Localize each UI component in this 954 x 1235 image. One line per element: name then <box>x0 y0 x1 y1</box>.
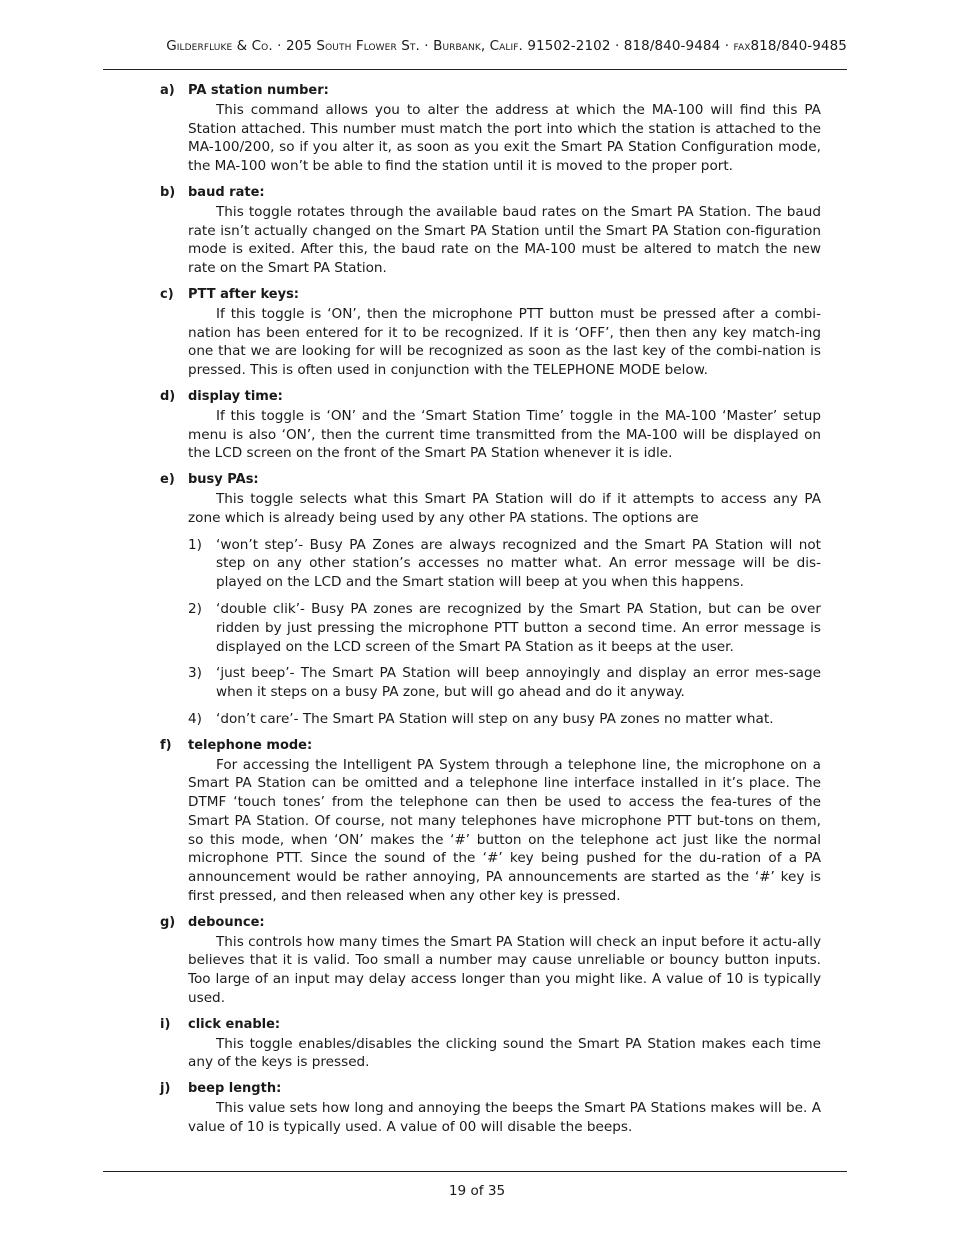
section-debounce <box>160 914 821 1008</box>
document-body <box>160 82 821 1145</box>
section-heading <box>160 184 821 203</box>
fax-number: 818/840-9485 <box>750 38 847 54</box>
page-number: 19 of 35 <box>448 1183 506 1199</box>
section-heading <box>160 914 821 933</box>
list-item <box>188 664 821 702</box>
section-click-enable <box>160 1016 821 1072</box>
section-title: debounce: <box>188 914 265 930</box>
header-rule <box>103 69 847 70</box>
section-text: This toggle selects what this Smart PA Station will do if it attempts to access any PA zone which is already being used by any other PA stations. The options are <box>188 490 821 526</box>
option-text: ‘just beep’- The Smart PA Station will beep annoyingly and display an error mes-sage when it steps on a busy PA zone, but will go ahead and do it anyway. <box>216 665 821 701</box>
zip-code: 91502-2102 <box>527 38 611 54</box>
separator: · <box>724 38 730 54</box>
phone-number: 818/840-9484 <box>623 38 721 54</box>
section-beep-length <box>160 1080 821 1136</box>
page-header <box>103 38 847 54</box>
options-list <box>188 536 821 729</box>
section-text: For accessing the Intelligent PA System through a telephone line, the microphone on a Smart PA Station can be omitted and a telephone line interface installed in it’s place. The DTMF ‘touch tones’ from the telephone can then be used to access the fea-tures of the Smart PA Station. Of course, not many telephones have microphone PTT but-tons on them, so this mode, when ‘ON’ makes the ‘#’ button on the telephone act just like the normal microphone PTT. Since the sound of the ‘#’ key being pushed for the du-ration of a PA announcement would be rather annoying, PA announcements are started as the ‘#’ key is first pressed, and then released when any other key is pressed. <box>188 756 821 905</box>
section-title: beep length: <box>188 1081 282 1097</box>
section-telephone-mode <box>160 737 821 906</box>
street-address: 205 South Flower St. <box>285 38 420 54</box>
section-heading <box>160 737 821 756</box>
section-letter: d) <box>160 388 176 404</box>
section-text: If this toggle is ‘ON’ and the ‘Smart Station Time’ toggle in the MA-100 ‘Master’ setup menu is also ‘ON’, then the current time transmitted from the MA-100 will be displayed on the LCD screen on the front of the Smart PA Station whenever it is idle. <box>188 407 821 462</box>
section-text: This value sets how long and annoying the beeps the Smart PA Stations makes will be. A value of 10 is typically used. A value of 00 will disable the beeps. <box>188 1100 821 1135</box>
section-heading <box>160 1016 821 1035</box>
section-title: telephone mode: <box>188 737 313 753</box>
company-name: Gilderfluke & Co. <box>166 38 273 54</box>
section-text: This toggle rotates through the available baud rates on the Smart PA Station. The baud rate isn’t actually changed on the Smart PA Station until the Smart PA Station con-figuration mode is exited. After this, the baud rate on the MA-100 must be altered to match the new rate on the Smart PA Station. <box>188 203 821 277</box>
separator: · <box>277 38 282 54</box>
section-title: display time: <box>188 388 283 404</box>
option-text: ‘won’t step’- Busy PA Zones are always recognized and the Smart PA Station will not step on any other station’s accesses no matter what. An error message will be dis-played on the LCD and the Smart station will beep at you when this happens. <box>216 536 821 591</box>
fax-label: fax <box>733 38 751 54</box>
section-title: PA station number: <box>188 83 329 98</box>
section-letter: e) <box>160 472 175 488</box>
section-title: baud rate: <box>188 184 265 200</box>
option-number: 2) <box>188 600 202 617</box>
option-number: 4) <box>188 710 202 727</box>
section-letter: c) <box>160 286 174 302</box>
option-number: 3) <box>188 665 202 682</box>
section-letter: f) <box>160 737 172 753</box>
section-letter: i) <box>160 1016 171 1032</box>
section-title: click enable: <box>188 1016 281 1032</box>
section-pa-station-number <box>160 82 821 176</box>
section-letter: a) <box>160 83 175 98</box>
section-heading <box>160 1080 821 1099</box>
section-heading <box>160 388 821 407</box>
section-heading <box>160 471 821 490</box>
section-baud-rate <box>160 184 821 278</box>
separator: · <box>424 38 429 54</box>
option-text: ‘don’t care’- The Smart PA Station will step on any busy PA zones no matter what. <box>216 710 774 727</box>
section-text: This command allows you to alter the address at which the MA-100 will find this PA Station attached. This number must match the port into which the station is attached to the MA-100/200, so if you alter it, as soon as you exit the Smart PA Station Configuration mode, the MA-100 won’t be able to find the station until it is moved to the proper port. <box>188 101 821 175</box>
section-title: PTT after keys: <box>188 286 300 302</box>
section-letter: j) <box>160 1081 171 1097</box>
option-number: 1) <box>188 536 202 553</box>
section-display-time <box>160 388 821 463</box>
section-busy-pas <box>160 471 821 729</box>
city: Burbank, Calif. <box>433 38 523 54</box>
section-letter: g) <box>160 914 176 930</box>
section-heading <box>160 286 821 305</box>
option-text: ‘double clik’- Busy PA zones are recognized by the Smart PA Station, but can be over ridden by just pressing the microphone PTT button a second time. An error message is displayed on the LCD screen of the Smart PA Station as it beeps at the user. <box>216 600 821 655</box>
section-ptt-after-keys <box>160 286 821 380</box>
footer-rule <box>103 1171 847 1172</box>
section-heading <box>160 82 821 101</box>
section-letter: b) <box>160 184 176 200</box>
list-item <box>188 536 821 592</box>
list-item <box>188 600 821 656</box>
section-text: If this toggle is ‘ON’, then the microphone PTT button must be pressed after a combi-nation has been entered for it to be recognized. If it is ‘OFF’, then then any key match-ing one that we are looking for will be recognized as soon as the last key of the combi-nation is pressed. This is often used in conjunction with the TELEPHONE MODE below. <box>188 305 821 379</box>
list-item <box>188 710 821 729</box>
section-title: busy PAs: <box>188 472 259 488</box>
section-text: This controls how many times the Smart PA Station will check an input before it actu-ally believes that it is valid. Too small a number may cause unreliable or bouncy button inputs. Too large of an input may delay access longer than you might like. A value of 10 is typically used. <box>188 933 821 1007</box>
section-text: This toggle enables/disables the clicking sound the Smart PA Station makes each time any of the keys is pressed. <box>188 1035 821 1071</box>
separator: · <box>614 38 620 54</box>
